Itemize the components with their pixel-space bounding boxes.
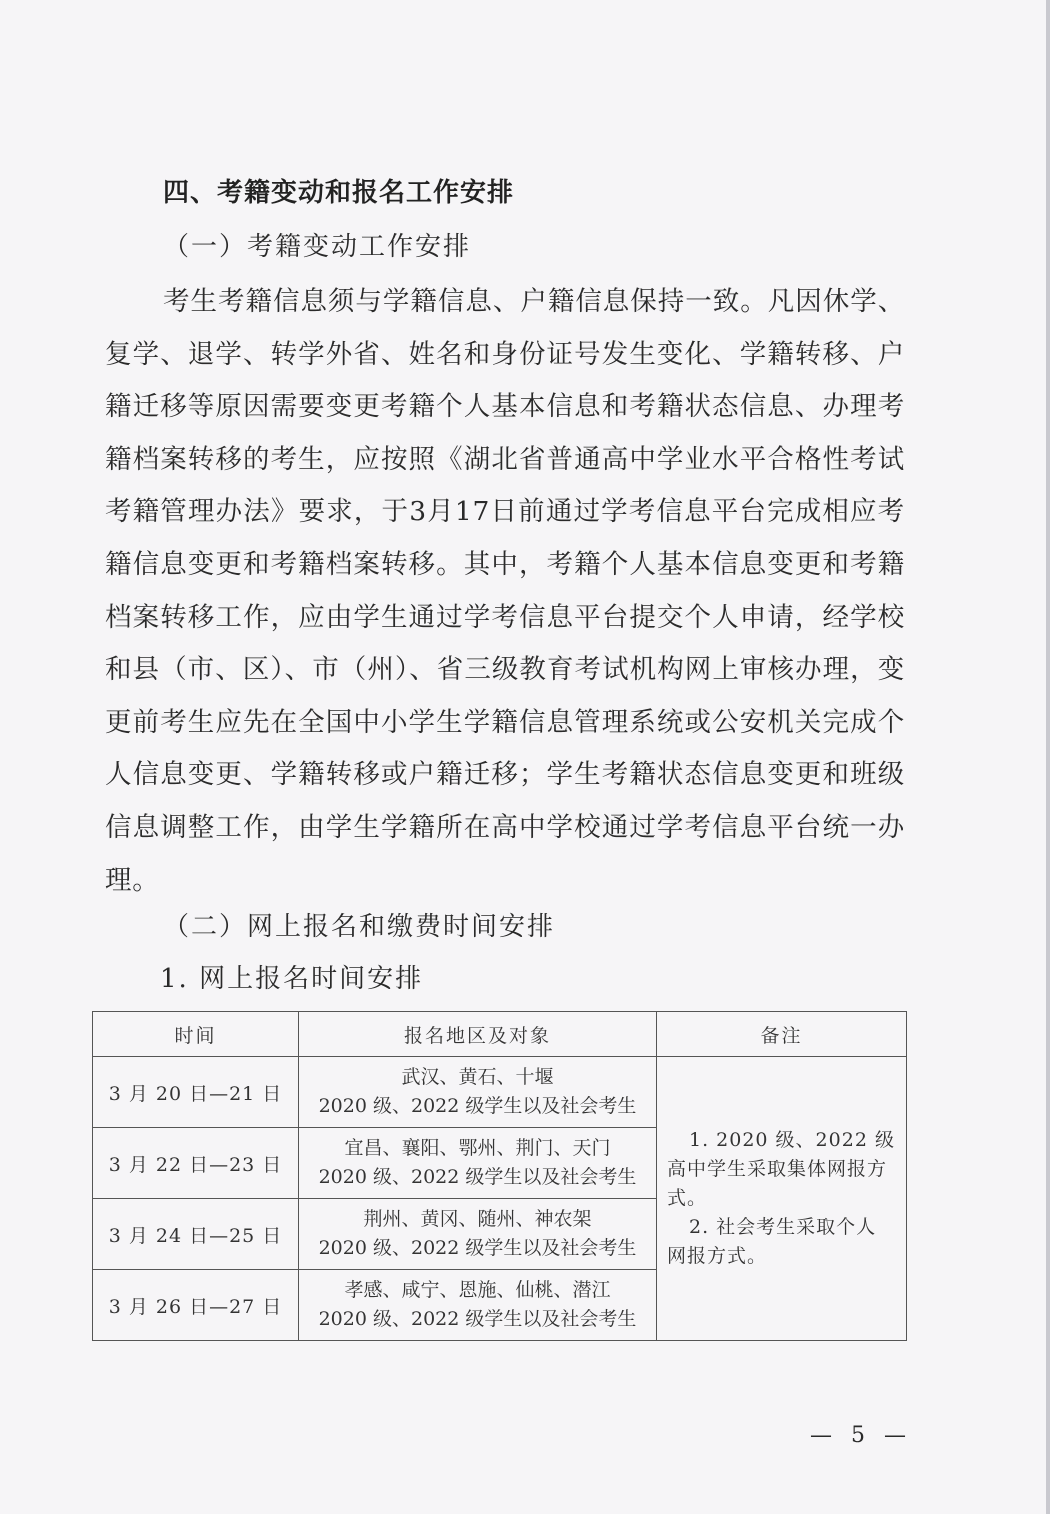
notes-cell [657, 1057, 907, 1341]
table-header-row [93, 1012, 907, 1057]
note-2: 2. 社会考生采取个人网报方式。 [667, 1216, 877, 1267]
row-targets: 2020 级、2022 级学生以及社会考生 [318, 1095, 637, 1117]
row-targets: 2020 级、2022 级学生以及社会考生 [318, 1166, 637, 1188]
note-1: 1. 2020 级、2022 级高中学生采取集体网报方式。 [667, 1129, 895, 1209]
row-region-target [299, 1270, 657, 1341]
header-region: 报名地区及对象 [299, 1012, 657, 1057]
body-paragraph: 考生考籍信息须与学籍信息、户籍信息保持一致。凡因休学、复学、退学、转学外省、姓名和身份证号发生变化、学籍转移、户籍迁移等原因需要变更考籍个人基本信息和考籍状态信息、办理考籍档案转移的考生，应按照《湖北省普通高中学业水平合格性考试考籍管理办法》要求，于3月17日前通过学考信息平台完成相应考籍信息变更和考籍档案转移。其中，考籍个人基本信息变更和考籍档案转移工作，应由学生通过学考信息平台提交个人申请，经学校和县（市、区）、市（州）、省三级教育考试机构网上审核办理，变更前考生应先在全国中小学生学籍信息管理系统或公安机关完成个人信息变更、学籍转移或户籍迁移；学生考籍状态信息变更和班级信息调整工作，由学生学籍所在高中学校通过学考信息平台统一办理。 [105, 286, 905, 896]
section-heading: 四、考籍变动和报名工作安排 [163, 178, 515, 208]
row-regions: 荆州、黄冈、随州、神农架 [363, 1208, 592, 1230]
header-time: 时间 [93, 1012, 299, 1057]
subsection-heading-1: （一）考籍变动工作安排 [163, 232, 472, 262]
page-number: — 5 — [810, 1423, 912, 1448]
subsection-heading-3: 1. 网上报名时间安排 [160, 964, 424, 994]
row-region-target [299, 1057, 657, 1128]
row-regions: 武汉、黄石、十堰 [401, 1066, 554, 1088]
subsection-heading-2: （二）网上报名和缴费时间安排 [163, 912, 556, 942]
row-region-target [299, 1199, 657, 1270]
page-edge [1046, 0, 1050, 1514]
row-time: 3 月 22 日—23 日 [93, 1128, 299, 1199]
row-targets: 2020 级、2022 级学生以及社会考生 [318, 1308, 637, 1330]
header-notes: 备注 [657, 1012, 907, 1057]
registration-schedule-table [92, 1011, 907, 1341]
row-regions: 宜昌、襄阳、鄂州、荆门、天门 [344, 1137, 611, 1159]
row-targets: 2020 级、2022 级学生以及社会考生 [318, 1237, 637, 1259]
row-time: 3 月 20 日—21 日 [93, 1057, 299, 1128]
row-region-target [299, 1128, 657, 1199]
row-regions: 孝感、咸宁、恩施、仙桃、潜江 [344, 1279, 611, 1301]
row-time: 3 月 26 日—27 日 [93, 1270, 299, 1341]
row-time: 3 月 24 日—25 日 [93, 1199, 299, 1270]
table-row [93, 1057, 907, 1128]
